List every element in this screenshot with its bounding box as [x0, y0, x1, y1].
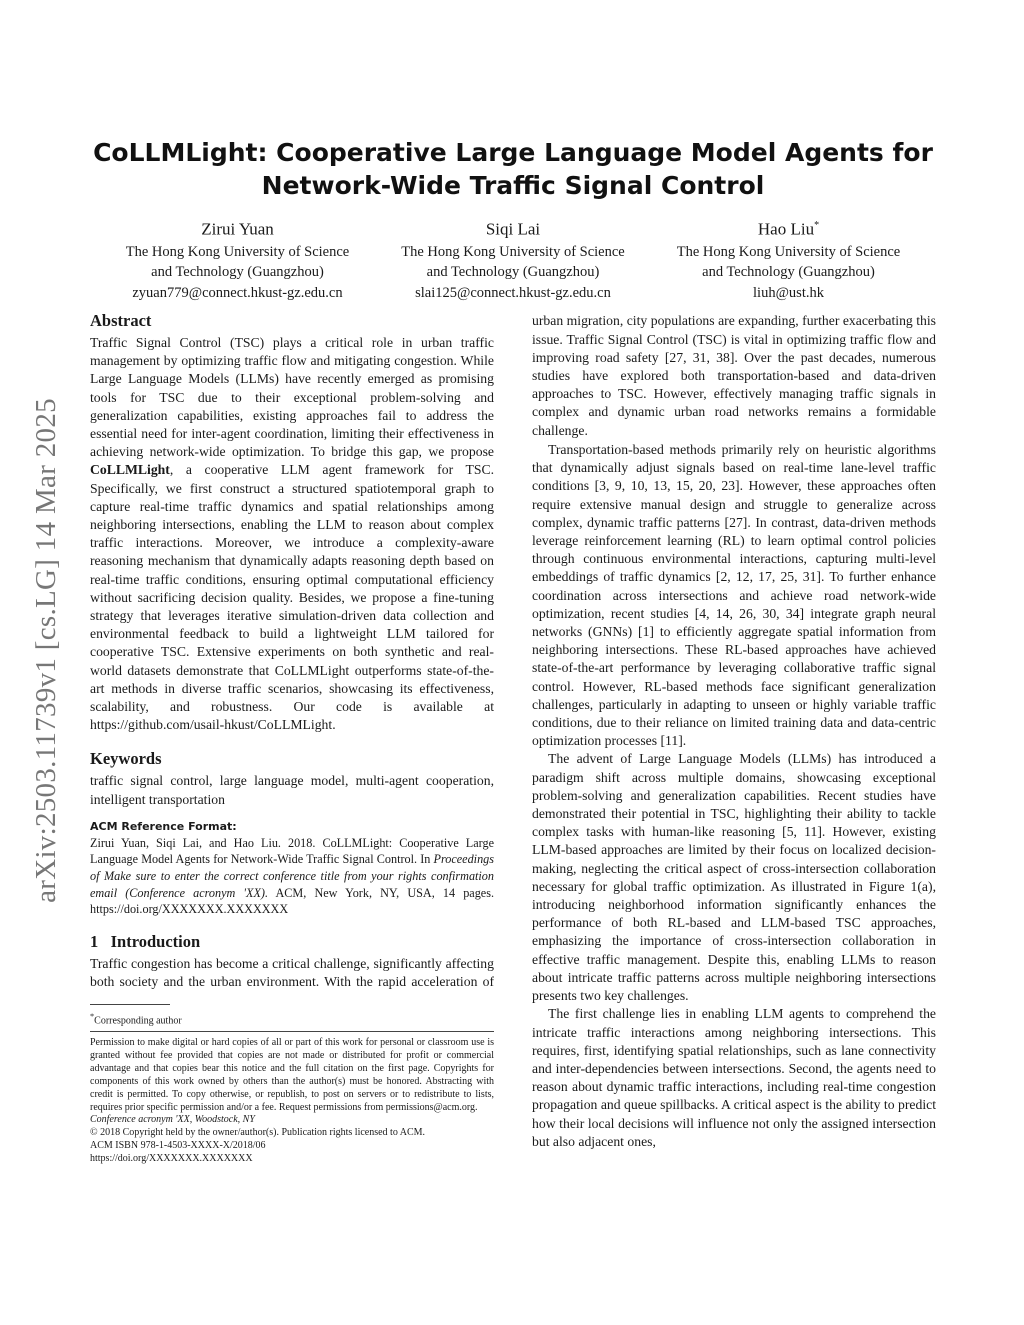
- paper-title: CoLLMLight: Cooperative Large Language Model Agents for Network-Wide Traffic Signal Control: [93, 138, 933, 200]
- footnote: [90, 1004, 494, 1027]
- author-affiliation-2: and Technology (Guangzhou): [702, 264, 875, 281]
- footnote-rule: [90, 1004, 170, 1005]
- copyright-line: © 2018 Copyright held by the owner/author(s). Publication rights licensed to ACM.: [90, 1127, 426, 1139]
- keywords-text: traffic signal control, large language model, multi-agent cooperation, intelligent transportation: [90, 773, 494, 807]
- corresponding-mark: *: [814, 220, 820, 231]
- author-email[interactable]: slai125@connect.hkust-gz.edu.cn: [415, 284, 611, 301]
- author-name: Hao Liu*: [757, 219, 820, 239]
- keywords-heading: Keywords: [90, 749, 162, 769]
- author-affiliation: The Hong Kong University of Science: [401, 243, 625, 260]
- author-block: [100, 214, 926, 303]
- permission-block: [90, 1031, 494, 1166]
- author-2: [376, 214, 651, 303]
- right-column: [532, 313, 936, 1151]
- doi-link[interactable]: https://doi.org/XXXXXXX.XXXXXXX: [90, 1153, 253, 1165]
- author-affiliation: The Hong Kong University of Science: [676, 243, 901, 260]
- acm-reference: [90, 819, 494, 918]
- author-3: [651, 214, 926, 303]
- arxiv-sidebar-stamp: [28, 350, 64, 950]
- intro-paragraph-1-continued: urban migration, city populations are expanding, further exacerbating this issue. Traffic Signal Control (TSC) is vital in optimizing traffic flow and improving road safety [27, 31, 38]. Over the past decades, numerous studies have explored both transportation-based and data-driven approaches to TSC. However, effectively managing traffic signals in complex and dynamic urban road networks remains a formidable challenge.: [532, 313, 936, 438]
- author-email[interactable]: liuh@ust.hk: [753, 284, 824, 301]
- introduction-heading: 1 Introduction: [90, 931, 201, 951]
- author-affiliation-2: and Technology (Guangzhou): [426, 264, 600, 281]
- author-1: [100, 214, 375, 303]
- acm-reference-text: Zirui Yuan, Siqi Lai, and Hao Liu. 2018. CoLLMLight: Cooperative Large Language Model Agents for Network-Wide Traffic Signal Control. In Proceedings of Make sure to enter the correct conference title from your rights confirmation email (Conference acronym 'XX). ACM, New York, NY, USA, 14 pages. https://doi.org/XXXXXXX.XXXXXXX: [90, 835, 495, 917]
- permission-text: Permission to make digital or hard copies of all or part of this work for personal or classroom use is granted without fee provided that copies are not made or distributed for profit or commercial advantage and that copies bear this notice and the full citation on the first page. Copyrights for components of this work owned by others than the author(s) must be honored. Abstracting with credit is permitted. To copy otherwise, or republish, to post on servers or to redistribute to lists, requires prior specific permission and/or a fee. Request permissions from permissions@acm.org.: [90, 1037, 494, 1113]
- intro-paragraph-2: Transportation-based methods primarily rely on heuristic algorithms that dynamically adjust signals based on real-time lane-level traffic conditions [3, 9, 10, 13, 15, 20, 23]. However, these approaches often require extensive manual design and struggle to generalize across complex, dynamic traffic patterns [27]. In contrast, data-driven methods leverage reinforcement learning (RL) to learn optimal control policies through continuous environmental interactions, capturing multi-level embeddings of traffic dynamics [2, 12, 17, 25, 31]. To further enhance coordination across intersections and achieve road network-wide optimization, recent studies [4, 14, 26, 30, 34] integrate graph neural networks (GNNs) [1] to efficiently aggregate spatial information from neighboring intersections. These RL-based approaches have achieved state-of-the-art performance by leveraging collaborative traffic signal control. However, RL-based methods face significant generalization challenges, particularly in adapting to unseen or highly variable traffic conditions, due to their reliance on limited training data and data-centric optimization processes [11].: [532, 442, 936, 749]
- isbn-line: ACM ISBN 978-1-4503-XXXX-X/2018/06: [90, 1140, 266, 1152]
- author-name: Zirui Yuan: [201, 219, 274, 239]
- abstract-heading: Abstract: [90, 311, 152, 330]
- conference-info: Conference acronym 'XX, Woodstock, NY: [90, 1114, 255, 1126]
- author-name: Siqi Lai: [485, 219, 541, 239]
- author-affiliation: The Hong Kong University of Science: [125, 243, 350, 260]
- intro-paragraph-3: The advent of Large Language Models (LLMs) has introduced a paradigm shift across multiple domains, showcasing exceptional problem-solving and generalization capabilities. Recent studies have demonstrated their potential in TSC, highlighting their ability to tackle complex tasks with human-like reasoning [5, 11]. However, existing LLM-based approaches are limited by their focus on localized decision-making, neglecting the critical aspect of cross-intersection collaboration necessary for global traffic optimization. As illustrated in Figure 1(a), introducing neighborhood information significantly enhances the performance of both RL-based and LLM-based TSC approaches, emphasizing the importance of cross-intersection collaboration in effective traffic management. Despite this, enabling LLMs to reason about intricate traffic patterns across multiple neighboring intersections presents two key challenges.: [532, 751, 936, 1004]
- author-affiliation-2: and Technology (Guangzhou): [151, 264, 324, 281]
- intro-paragraph-1: Traffic congestion has become a critical challenge, significantly affecting both society and the urban environment. With the rapid acceleration of: [90, 955, 494, 990]
- acm-reference-heading: ACM Reference Format:: [90, 819, 237, 833]
- abstract-text: Traffic Signal Control (TSC) plays a critical role in urban traffic management by optimizing traffic flow and mitigating congestion. While Large Language Models (LLMs) have recently emerged as promising tools for TSC due to their exceptional problem-solving and generalization capabilities, existing approaches fail to address the essential need for inter-agent coordination, limiting their effectiveness in achieving network-wide optimization. To bridge this gap, we propose CoLLMLight, a cooperative LLM agent framework for TSC. Specifically, we first construct a structured spatiotemporal graph to capture real-time traffic dynamics and spatial relationships among neighboring intersections, enabling the LLM to reason about complex traffic interactions. Moreover, we introduce a complexity-aware reasoning mechanism that dynamically adapts reasoning depth based on real-time traffic conditions, ensuring optimal computational efficiency without sacrificing decision quality. Besides, we propose a fine-tuning strategy that leverages iterative simulation-driven data collection and environmental feedback to build a lightweight LLM tailored for cooperative TSC. Extensive experiments on both synthetic and real-world datasets demonstrate that CoLLMLight outperforms state-of-the-art methods in diverse traffic scenarios, showcasing its effectiveness, scalability, and robustness. Our code is available at https://github.com/usail-hkust/CoLLMLight.: [90, 335, 494, 733]
- intro-paragraph-4: The first challenge lies in enabling LLM agents to comprehend the intricate traffic interactions among neighboring intersections. This requires, first, identifying spatial relationships, such as lane connectivity and inter-dependencies between intersections. Second, the agents need to reason about dynamic traffic interactions, including real-time congestion propagation and queue spillbacks. A critical aspect is the ability to predict how their local decisions will influence not only the assigned intersection but also adjacent ones,: [532, 1006, 936, 1149]
- arxiv-identifier: arXiv:2503.11739v1 [cs.LG] 14 Mar 2025: [29, 397, 62, 903]
- footnote-text: *Corresponding author: [90, 1012, 182, 1027]
- author-email[interactable]: zyuan779@connect.hkust-gz.edu.cn: [132, 284, 343, 301]
- left-column: [90, 310, 494, 992]
